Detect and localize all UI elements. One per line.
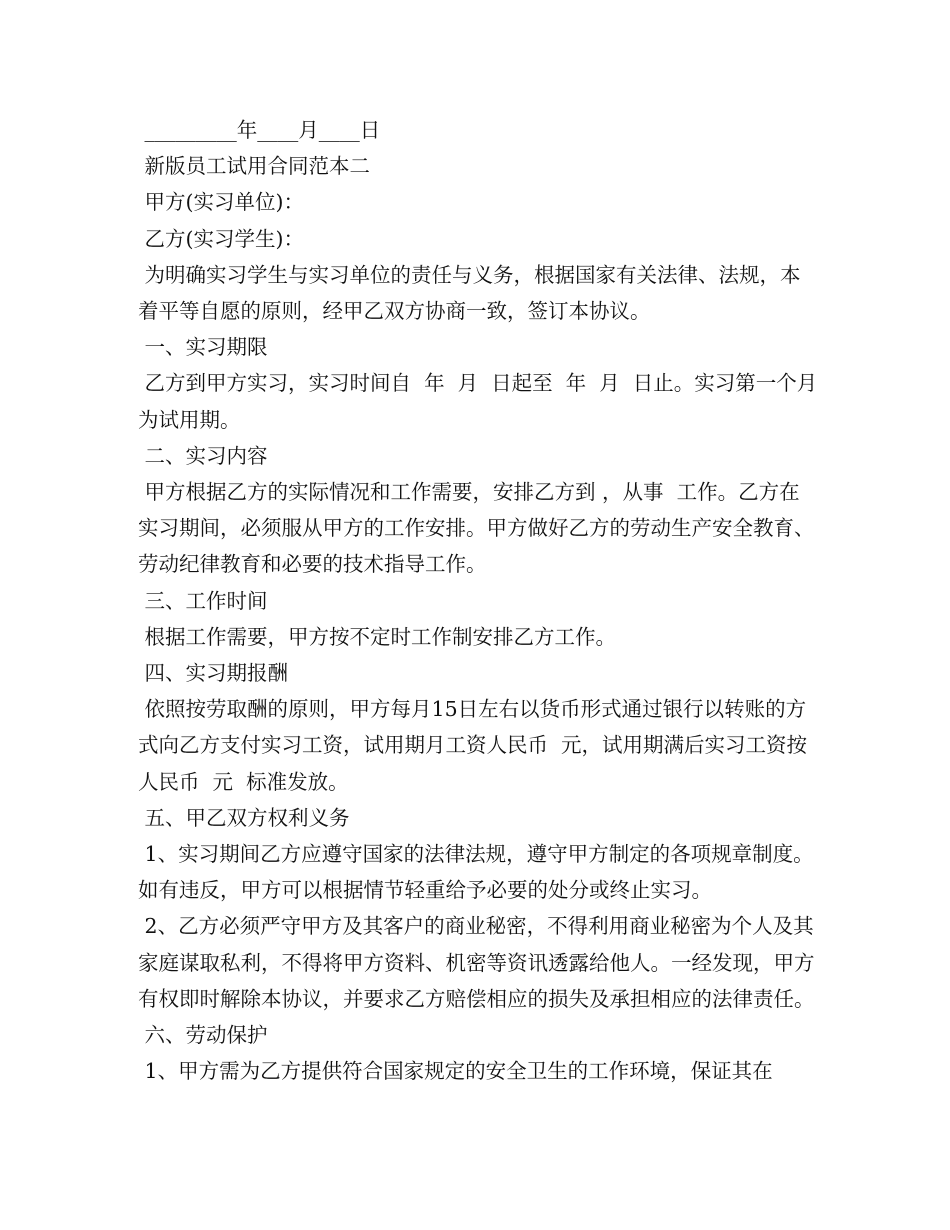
intro-paragraph: 为明确实习学生与实习单位的责任与义务，根据国家有关法律、法规，本着平等自愿的原则，经甲乙双方协商一致，签订本协议。 xyxy=(138,262,801,324)
section-heading-protection: 六、劳动保护 xyxy=(138,1023,268,1048)
section-paragraph: 甲方根据乙方的实际情况和工作需要，安排乙方到 ，从事 工作。乙方在实习期间，必须服从甲方的工作安排。甲方做好乙方的劳动生产安全教育、劳动纪律教育和必要的技术指导工作。 xyxy=(138,480,815,577)
party-b-line: 乙方(实习学生)： xyxy=(138,226,305,251)
document-body xyxy=(138,112,818,1089)
section-paragraph: 1、实习期间乙方应遵守国家的法律法规，遵守甲方制定的各项规章制度。如有违反，甲方可以根据情节轻重给予必要的处分或终止实习。 xyxy=(138,842,814,903)
section-paragraph: 2、乙方必须严守甲方及其客户的商业秘密，不得利用商业秘密为个人及其家庭谋取私利，不得将甲方资料、机密等资讯透露给他人。一经发现，甲方有权即时解除本协议，并要求乙方赔偿相应的损失及承担相应的法律责任。 xyxy=(138,914,815,1011)
date-line: _________年____月____日 xyxy=(138,118,381,142)
section-paragraph: 根据工作需要，甲方按不定时工作制安排乙方工作。 xyxy=(138,624,617,649)
section-heading-content: 二、实习内容 xyxy=(138,443,268,468)
section-heading-rights: 五、甲乙双方权利义务 xyxy=(138,805,350,830)
section-heading-hours: 三、工作时间 xyxy=(138,588,268,613)
section-heading-pay: 四、实习期报酬 xyxy=(138,661,289,686)
section-paragraph: 依照按劳取酬的原则，甲方每月15日左右以货币形式通过银行以转账的方式向乙方支付实习工资，试用期月工资人民币 元，试用期满后实习工资按人民币 元 标准发放。 xyxy=(138,697,808,794)
section-heading-term: 一、实习期限 xyxy=(138,335,268,360)
document-title: 新版员工试用合同范本二 xyxy=(138,154,371,179)
section-paragraph: 1、甲方需为乙方提供符合国家规定的安全卫生的工作环境，保证其在 xyxy=(138,1059,773,1084)
section-paragraph: 乙方到甲方实习，实习时间自 年 月 日起至 年 月 日止。实习第一个月为试用期。 xyxy=(138,371,818,432)
party-a-line: 甲方(实习单位)： xyxy=(138,190,305,215)
